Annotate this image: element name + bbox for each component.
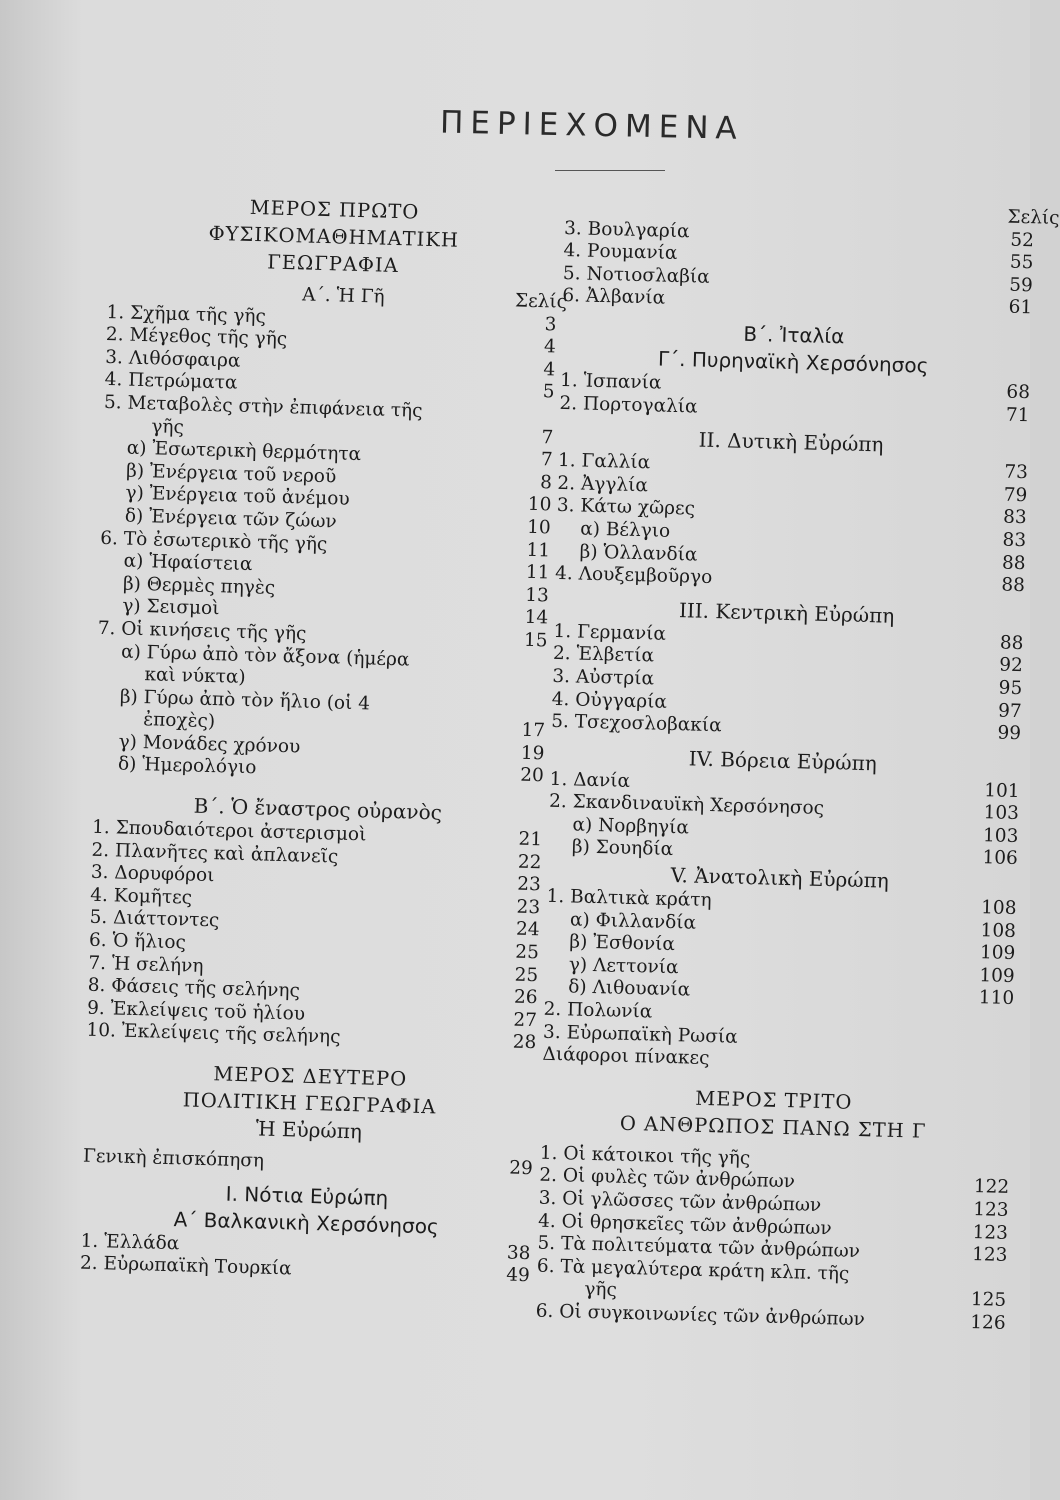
toc-label: 2. Μέγεθος τῆς γῆς bbox=[105, 324, 288, 351]
toc-label: 3. Εὐρωπαϊκὴ Ρωσία bbox=[542, 1021, 738, 1048]
toc-page: 88 bbox=[1001, 552, 1026, 574]
toc-label: Διάφοροι πίνακες bbox=[542, 1043, 710, 1070]
section-title-pyrenean: Γ΄. Πυρηναϊκὴ Χερσόνησος bbox=[657, 346, 929, 378]
toc-label: 1. Σχῆμα τῆς γῆς bbox=[106, 301, 267, 327]
toc-label: 5. Τσεχοσλοβακία bbox=[550, 710, 722, 737]
toc-label: 1. Ἑλλάδα bbox=[80, 1230, 180, 1254]
pages-header: Σελίς bbox=[1007, 206, 1060, 229]
toc-page: 11 bbox=[526, 539, 551, 561]
toc-label: 1. Γαλλία bbox=[557, 450, 651, 474]
toc-label: α) Βέλγιο bbox=[579, 518, 671, 542]
toc-label: 2. Οἱ φυλὲς τῶν ἀνθρώπων bbox=[539, 1165, 796, 1193]
part-one-subtitle: ΦΥΣΙΚΟΜΑΘΗΜΑΤΙΚΗ bbox=[208, 221, 460, 252]
toc-label: γ) Μονάδες χρόνου bbox=[118, 731, 301, 758]
toc-page: 4 bbox=[543, 336, 557, 358]
toc-label: γῆς bbox=[151, 415, 185, 438]
toc-label: 4. Οὐγγαρία bbox=[551, 688, 668, 713]
toc-label: 3. Βουλγαρία bbox=[563, 217, 690, 242]
toc-page: 52 bbox=[1010, 229, 1035, 251]
toc-label: β) Ἐνέργεια τοῦ νεροῦ bbox=[125, 460, 337, 488]
toc-label: 2. Πολωνία bbox=[543, 998, 653, 1023]
toc-page: 71 bbox=[1005, 404, 1030, 426]
toc-page: 28 bbox=[512, 1031, 537, 1054]
section-title-north: ΙV. Βόρεια Εὐρώπη bbox=[688, 746, 878, 776]
toc-label: β) Σουηδία bbox=[571, 836, 674, 861]
toc-label: Γενικὴ ἐπισκόπηση bbox=[82, 1145, 265, 1172]
section-title-east: V. Ἀνατολικὴ Εὐρώπη bbox=[670, 863, 890, 893]
toc-label: καὶ νύκτα) bbox=[144, 664, 246, 689]
toc-label: 2. Ἀγγλία bbox=[557, 472, 649, 497]
toc-page: 122 bbox=[973, 1176, 1010, 1199]
toc-list-west bbox=[554, 450, 1029, 598]
toc-page: 8 bbox=[539, 471, 553, 494]
toc-label: α) Ἐσωτερικὴ θερμότητα bbox=[126, 437, 362, 466]
toc-page: 88 bbox=[999, 632, 1024, 654]
toc-label: α) Ἡφαίστεια bbox=[123, 550, 253, 576]
toc-label: γῆς bbox=[584, 1279, 618, 1302]
toc-label: 7. Ἡ σελήνη bbox=[88, 952, 204, 977]
page-title: ΠΕΡΙΕΧΟΜΕΝΑ bbox=[439, 104, 745, 147]
toc-page: 61 bbox=[1008, 297, 1033, 319]
toc-page: 123 bbox=[972, 1221, 1009, 1244]
toc-page: 25 bbox=[514, 964, 539, 986]
toc-page: 10 bbox=[527, 494, 552, 516]
toc-label: 2. Πλανῆτες καὶ ἀπλανεῖς bbox=[91, 839, 339, 868]
right-column bbox=[535, 195, 1060, 1335]
toc-label: β) Θερμὲς πηγὲς bbox=[122, 573, 276, 599]
toc-page: 126 bbox=[970, 1311, 1006, 1334]
toc-page: 88 bbox=[1001, 574, 1026, 597]
toc-label: 3. Οἱ γλῶσσες τῶν ἀνθρώπων bbox=[538, 1187, 822, 1217]
toc-label: 4. Λουξεμβοῦργο bbox=[554, 562, 713, 589]
toc-page: 108 bbox=[980, 897, 1017, 920]
toc-list-man bbox=[535, 1142, 1010, 1335]
toc-label: 1. Βαλτικὰ κράτη bbox=[546, 885, 712, 912]
toc-label: β) Ὁλλανδία bbox=[579, 541, 698, 566]
toc-label: 6. Ἀλβανία bbox=[562, 285, 666, 310]
part-one-heading: ΜΕΡΟΣ ΠΡΩΤΟ bbox=[249, 195, 420, 224]
toc-label: γ) Λεττονία bbox=[568, 954, 679, 979]
toc-page: 103 bbox=[983, 802, 1020, 825]
toc-page: 59 bbox=[1008, 274, 1034, 297]
toc-page: 17 bbox=[521, 719, 546, 742]
toc-list-balkan-cont bbox=[562, 217, 1035, 321]
section-title-central: ΙΙΙ. Κεντρικὴ Εὐρώπη bbox=[678, 597, 895, 628]
toc-page: 13 bbox=[525, 584, 550, 607]
toc-page: 108 bbox=[980, 919, 1017, 942]
toc-label: 6. Ὁ ἥλιος bbox=[88, 929, 187, 954]
toc-page: 4 bbox=[543, 358, 556, 381]
toc-page: 23 bbox=[516, 873, 542, 896]
toc-page: 7 bbox=[540, 449, 553, 471]
toc-page: 73 bbox=[1004, 461, 1029, 484]
toc-page: 83 bbox=[1002, 506, 1027, 529]
section-title-italy: Β΄. Ἰταλία bbox=[743, 321, 845, 349]
toc-list-earth bbox=[94, 302, 557, 789]
part-three-heading: ΜΕΡΟΣ ΤΡΙΤΟ bbox=[695, 1086, 853, 1114]
toc-label: 5. Τὰ πολιτεύματα τῶν ἀνθρώπων bbox=[537, 1232, 861, 1263]
pages-header: Σελίς bbox=[514, 290, 568, 313]
toc-label: 4. Πετρώματα bbox=[104, 369, 238, 395]
toc-page: 3 bbox=[544, 313, 557, 336]
toc-label: β) Γύρω ἀπὸ τὸν ἥλιο (οἱ 4 bbox=[119, 686, 371, 715]
toc-label: β) Ἐσθονία bbox=[569, 931, 676, 956]
section-title-sky: Β΄. Ὁ ἔναστρος οὐρανὸς bbox=[193, 793, 443, 825]
toc-page: 15 bbox=[523, 629, 548, 652]
toc-label: 4. Κομῆτες bbox=[90, 884, 193, 909]
left-column bbox=[79, 190, 568, 1288]
toc-list-north bbox=[548, 768, 1020, 871]
toc-label: 6. Τὸ ἐσωτερικὸ τῆς γῆς bbox=[99, 527, 328, 555]
toc-page: 123 bbox=[971, 1244, 1008, 1267]
toc-page: 95 bbox=[998, 677, 1023, 700]
part-three-subtitle: Ο ΑΝΘΡΩΠΟΣ ΠΑΝΩ ΣΤΗ Γ bbox=[619, 1111, 927, 1143]
toc-page: 109 bbox=[979, 964, 1015, 987]
toc-page: 5 bbox=[542, 381, 555, 403]
toc-list-sky bbox=[86, 817, 542, 1055]
toc-label: 4. Ρουμανία bbox=[563, 240, 678, 265]
toc-label: γ) Ἐνέργεια τοῦ ἀνέμου bbox=[125, 482, 350, 511]
toc-label: 9. Ἐκλείψεις τοῦ ἡλίου bbox=[86, 997, 306, 1025]
part-two-heading: ΜΕΡΟΣ ΔΕΥΤΕΡΟ bbox=[213, 1062, 408, 1091]
toc-label: γ) Σεισμοὶ bbox=[122, 595, 220, 620]
toc-page: 106 bbox=[982, 847, 1019, 870]
toc-page: 38 bbox=[506, 1242, 531, 1264]
toc-page: 79 bbox=[1003, 484, 1028, 506]
toc-page: 123 bbox=[972, 1199, 1009, 1221]
toc-list-central bbox=[550, 620, 1024, 746]
toc-label: 6. Οἱ συγκοινωνίες τῶν ἀνθρώπων bbox=[535, 1300, 866, 1331]
toc-label: 3. Λιθόσφαιρα bbox=[105, 346, 241, 372]
toc-label: 3. Αὐστρία bbox=[552, 665, 655, 690]
toc-label: 5. Νοτιοσλαβία bbox=[562, 262, 710, 288]
toc-page: 49 bbox=[506, 1264, 531, 1287]
toc-label: 2. Εὐρωπαϊκὴ Τουρκία bbox=[79, 1252, 292, 1280]
toc-label: 3. Κάτω χῶρες bbox=[556, 495, 696, 520]
toc-label: α) Νορβηγία bbox=[572, 814, 690, 839]
toc-page: 21 bbox=[518, 828, 543, 851]
part-one-subtitle-2: ΓΕΩΓΡΑΦΙΑ bbox=[267, 250, 400, 278]
toc-label: 7. Οἱ κινήσεις τῆς γῆς bbox=[97, 617, 307, 645]
toc-page: 20 bbox=[519, 765, 545, 787]
toc-label: 1. Σπουδαιότεροι ἀστερισμοὶ bbox=[91, 816, 367, 846]
toc-label: 10. Ἐκλείψεις τῆς σελήνης bbox=[86, 1020, 341, 1049]
toc-page: 97 bbox=[997, 700, 1022, 722]
toc-page: 99 bbox=[997, 722, 1022, 745]
toc-label: 1. Δανία bbox=[549, 768, 631, 792]
section-title-europe: Ἡ Εὐρώπη bbox=[255, 1116, 363, 1144]
section-title-earth: Α΄. Ἡ Γῆ bbox=[301, 284, 385, 308]
toc-page: 83 bbox=[1002, 529, 1027, 552]
toc-page: 110 bbox=[978, 987, 1015, 1010]
toc-page: 25 bbox=[515, 941, 540, 964]
toc-page: 10 bbox=[526, 516, 552, 539]
toc-page: 27 bbox=[513, 1009, 538, 1032]
toc-label: 5. Διάττοντες bbox=[89, 907, 220, 932]
toc-page: 22 bbox=[517, 851, 542, 873]
toc-label: 6. Τὰ μεγαλύτερα κράτη κλπ. τῆς bbox=[536, 1255, 850, 1285]
toc-page: 19 bbox=[520, 742, 545, 765]
toc-label: α) Γύρω ἀπὸ τὸν ἄξονα (ἡμέρα bbox=[120, 640, 410, 671]
toc-label: 2. Σκανδιναυϊκὴ Χερσόνησος bbox=[548, 791, 825, 820]
toc-label: ἐποχὲς) bbox=[142, 709, 216, 733]
toc-label: δ) Λιθουανία bbox=[567, 976, 691, 1001]
toc-list-east bbox=[542, 885, 1017, 1079]
toc-page: 101 bbox=[983, 779, 1020, 802]
toc-label: 2. Πορτογαλία bbox=[559, 392, 698, 418]
toc-page: 103 bbox=[982, 825, 1019, 847]
toc-label: 2. Ἑλβετία bbox=[552, 643, 655, 667]
toc-page: 109 bbox=[979, 942, 1016, 965]
section-title-south: Ι. Νότια Εὐρώπη bbox=[225, 1181, 389, 1210]
toc-label: α) Φιλλανδία bbox=[569, 909, 697, 934]
part-two-subtitle: ΠΟΛΙΤΙΚΗ ΓΕΩΓΡΑΦΙΑ bbox=[182, 1088, 437, 1119]
toc-page: 55 bbox=[1009, 251, 1034, 274]
section-title-west: ΙΙ. Δυτικὴ Εὐρώπη bbox=[698, 427, 884, 457]
toc-page: 29 bbox=[509, 1157, 534, 1180]
toc-label: δ) Ἡμερολόγιο bbox=[117, 753, 257, 779]
toc-page: 23 bbox=[516, 896, 541, 919]
toc-page: 24 bbox=[515, 919, 540, 941]
toc-label: 1. Ἱσπανία bbox=[559, 369, 662, 394]
toc-page: 92 bbox=[999, 654, 1024, 677]
toc-label: 1. Γερμανία bbox=[553, 620, 667, 645]
toc-label: δ) Ἐνέργεια τῶν ζώων bbox=[124, 505, 338, 533]
toc-page: 7 bbox=[541, 426, 554, 449]
toc-label: 4. Οἱ θρησκεῖες τῶν ἀνθρώπων bbox=[537, 1210, 832, 1239]
toc-page: 125 bbox=[970, 1289, 1007, 1312]
toc-label: 8. Φάσεις τῆς σελήνης bbox=[87, 974, 301, 1002]
toc-page: 14 bbox=[524, 607, 549, 629]
toc-page: 68 bbox=[1006, 381, 1031, 404]
title-divider bbox=[555, 170, 665, 171]
section-title-balkan: Α΄ Βαλκανικὴ Χερσόνησος bbox=[173, 1206, 440, 1239]
toc-label: 1. Οἱ κάτοικοι τῆς γῆς bbox=[539, 1142, 751, 1169]
toc-page: 11 bbox=[525, 561, 550, 584]
toc-label: 5. Μεταβολὲς στὴν ἐπιφάνεια τῆς bbox=[103, 391, 423, 422]
toc-label: 3. Δορυφόροι bbox=[90, 861, 215, 887]
toc-page: 26 bbox=[513, 986, 538, 1009]
